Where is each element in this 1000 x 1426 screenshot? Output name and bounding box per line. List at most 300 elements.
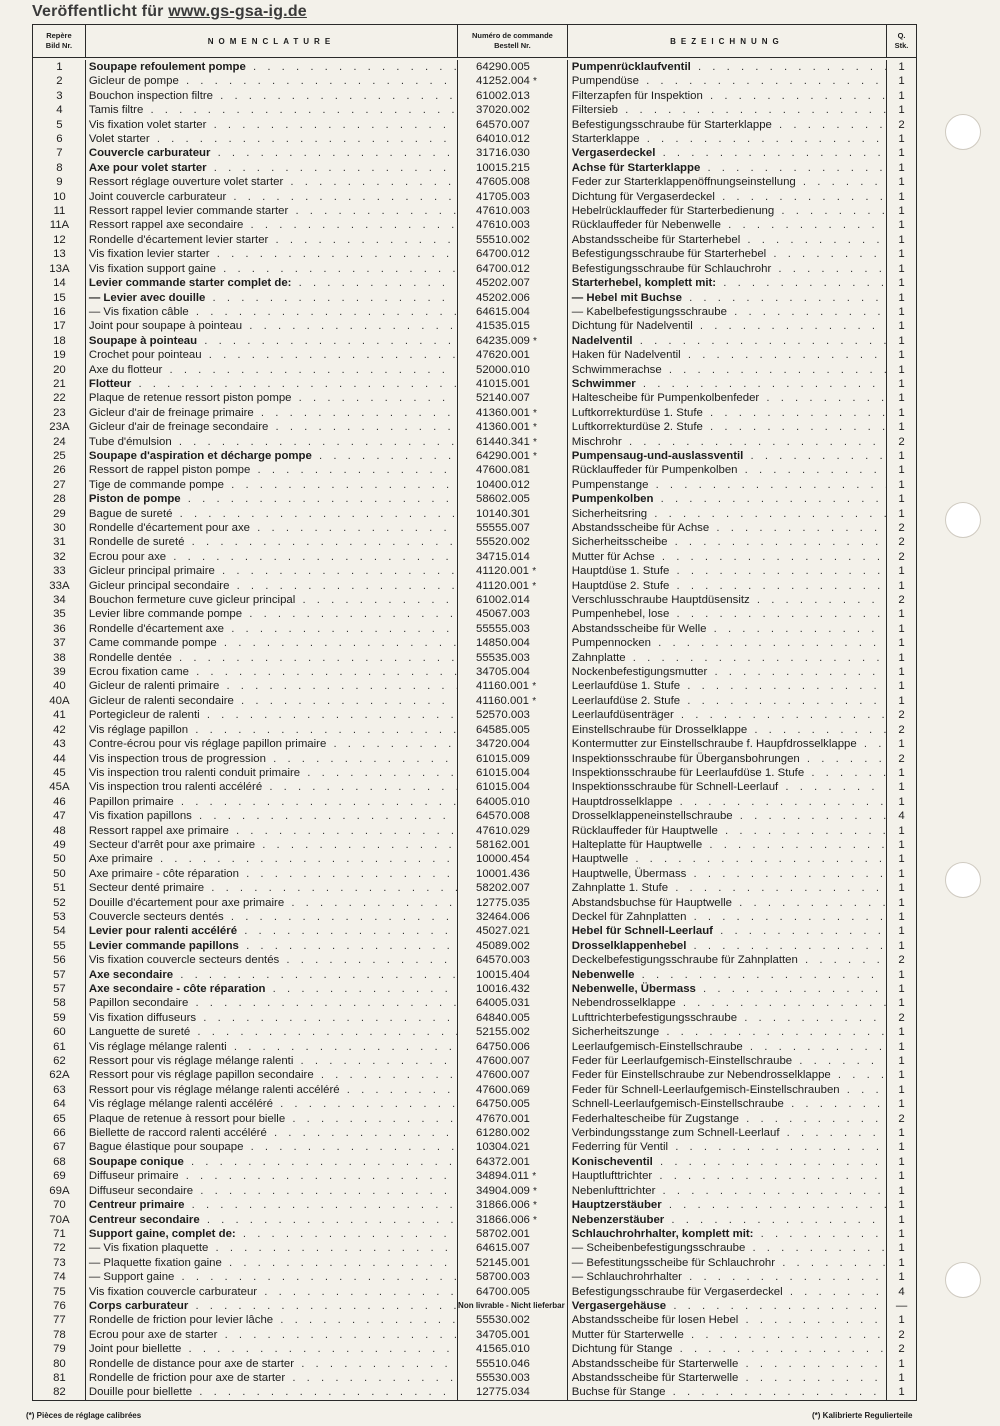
row-qty-text: 2 xyxy=(898,723,905,736)
row-ref xyxy=(33,636,86,650)
row-qty-text: 1 xyxy=(898,1256,905,1269)
row-nomenclature-text: Vis fixation couvercle secteurs dentés . . . xyxy=(89,954,458,966)
row-bezeichnung xyxy=(568,1097,887,1111)
row-qty-text: 1 xyxy=(898,219,905,232)
row-order-number-text: 41535.015 xyxy=(476,320,530,333)
row-bezeichnung-text: Deckelbefestigungsschraube für Zahnplatten . . . xyxy=(572,954,887,966)
row-nomenclature-text: Vis fixation levier starter . . . xyxy=(89,248,458,260)
row-nomenclature xyxy=(86,852,458,866)
row-bezeichnung xyxy=(568,1313,887,1327)
row-ref-text: 49 xyxy=(53,838,66,851)
row-qty xyxy=(887,1011,916,1025)
row-ref-text: 64 xyxy=(53,1098,66,1111)
row-bezeichnung-text: Vergasergehäuse . . . xyxy=(572,1300,887,1312)
row-bezeichnung xyxy=(568,1198,887,1212)
row-nomenclature-text: Gicleur principal primaire . . . xyxy=(89,565,458,577)
row-nomenclature xyxy=(86,651,458,665)
row-ref xyxy=(33,939,86,953)
row-nomenclature-text: Portegicleur de ralenti . . . xyxy=(89,709,458,721)
row-ref xyxy=(33,363,86,377)
row-nomenclature xyxy=(86,1357,458,1371)
row-nomenclature-text: Axe primaire . . . xyxy=(89,853,458,865)
table-row xyxy=(33,1357,916,1371)
row-order-number-text: 45202.006 xyxy=(476,291,530,304)
row-bezeichnung xyxy=(568,175,887,189)
row-bezeichnung-text: Kontermutter zur Einstellschraube f. Haupfdrosselklappe . . . xyxy=(572,738,887,750)
row-ref-text: 40A xyxy=(49,694,70,707)
row-ref xyxy=(33,218,86,232)
row-ref xyxy=(33,1155,86,1169)
row-order-number-text: 47620.001 xyxy=(476,349,530,362)
row-qty xyxy=(887,1126,916,1140)
table-row xyxy=(33,1313,916,1327)
row-order-number-text: 41160.001 xyxy=(476,680,530,693)
row-order-number xyxy=(458,305,568,319)
row-order-number-text: 12775.035 xyxy=(476,896,530,909)
row-bezeichnung-text: Abstandsscheibe für Welle . . . xyxy=(572,623,887,635)
row-ref-text: 58 xyxy=(53,997,66,1010)
row-ref xyxy=(33,1083,86,1097)
row-bezeichnung xyxy=(568,161,887,175)
row-order-number xyxy=(458,607,568,621)
row-ref-text: 13 xyxy=(53,248,66,261)
row-qty xyxy=(887,766,916,780)
row-bezeichnung-text: Schnell-Leerlaufgemisch-Einstellschraube . . . xyxy=(572,1098,887,1110)
row-nomenclature-text: Papillon primaire . . . xyxy=(89,796,458,808)
row-order-number xyxy=(458,175,568,189)
row-bezeichnung xyxy=(568,1040,887,1054)
row-qty-text: 1 xyxy=(898,781,905,794)
calibrated-mark: * xyxy=(533,76,537,88)
row-bezeichnung xyxy=(568,564,887,578)
row-ref-text: 3 xyxy=(56,89,63,102)
row-bezeichnung-text: Pumpenhebel, lose . . . xyxy=(572,608,887,620)
row-ref xyxy=(33,752,86,766)
row-bezeichnung-text: Leerlaufdüse 1. Stufe . . . xyxy=(572,680,887,692)
row-nomenclature xyxy=(86,708,458,722)
table-row xyxy=(33,60,916,74)
row-ref-text: 26 xyxy=(53,464,66,477)
table-row xyxy=(33,247,916,261)
row-qty-text: 1 xyxy=(898,75,905,88)
table-row xyxy=(33,636,916,650)
row-bezeichnung-text: Hauptlufttrichter . . . xyxy=(572,1170,887,1182)
row-qty xyxy=(887,953,916,967)
row-nomenclature-text: Ressort pour vis réglage mélange ralenti accéléré . . . xyxy=(89,1084,458,1096)
row-ref xyxy=(33,1068,86,1082)
row-qty xyxy=(887,824,916,838)
row-qty-text: 1 xyxy=(898,1242,905,1255)
row-qty xyxy=(887,334,916,348)
row-ref xyxy=(33,910,86,924)
parts-list-table xyxy=(32,24,917,1401)
table-row xyxy=(33,1155,916,1169)
calibrated-mark: * xyxy=(532,566,537,578)
row-order-number-text: 45202.007 xyxy=(476,277,530,290)
row-bezeichnung-text: Hauptwelle, Übermass . . . xyxy=(572,868,887,880)
row-bezeichnung-text: Abstandsscheibe für Starterwelle . . . xyxy=(572,1372,887,1384)
row-ref xyxy=(33,766,86,780)
row-qty-text: 1 xyxy=(898,1371,905,1384)
row-order-number-text: 64615.004 xyxy=(476,305,530,318)
row-ref xyxy=(33,896,86,910)
row-nomenclature xyxy=(86,175,458,189)
row-qty-text: 1 xyxy=(898,1227,905,1240)
row-qty xyxy=(887,665,916,679)
row-order-number-text: 55555.003 xyxy=(476,622,530,635)
table-row xyxy=(33,1025,916,1039)
row-nomenclature xyxy=(86,132,458,146)
row-nomenclature xyxy=(86,363,458,377)
table-row xyxy=(33,968,916,982)
row-nomenclature-text: Diffuseur primaire . . . xyxy=(89,1170,458,1182)
row-order-number xyxy=(458,809,568,823)
row-order-number xyxy=(458,824,568,838)
row-ref-text: 31 xyxy=(53,536,66,549)
row-qty xyxy=(887,363,916,377)
row-ref-text: 12 xyxy=(53,233,66,246)
row-bezeichnung-text: Hauptwelle . . . xyxy=(572,853,887,865)
table-row xyxy=(33,780,916,794)
row-bezeichnung-text: Befestigungsschraube für Starterhebel . . . xyxy=(572,248,887,260)
row-order-number-text: 64700.012 xyxy=(476,248,530,261)
row-order-number-text: 64372.001 xyxy=(476,1155,530,1168)
row-ref-text: 50 xyxy=(53,853,66,866)
row-ref-text: 34 xyxy=(53,594,66,607)
row-ref-text: 77 xyxy=(53,1314,66,1327)
row-qty-text: 1 xyxy=(898,925,905,938)
row-order-number-text: 58162.001 xyxy=(476,838,530,851)
row-nomenclature-text: Bague de sureté . . . xyxy=(89,508,458,520)
row-order-number-text: 55530.002 xyxy=(476,1314,530,1327)
row-nomenclature-text: Contre-écrou pour vis réglage papillon primaire . . . xyxy=(89,738,458,750)
row-ref-text: 13A xyxy=(49,262,70,275)
row-order-number xyxy=(458,1054,568,1068)
row-ref xyxy=(33,492,86,506)
row-ref-text: 80 xyxy=(53,1357,66,1370)
row-order-number-text: 10400.012 xyxy=(476,478,530,491)
row-order-number xyxy=(458,766,568,780)
row-nomenclature xyxy=(86,334,458,348)
row-nomenclature xyxy=(86,204,458,218)
row-ref-text: 51 xyxy=(53,882,66,895)
row-nomenclature-text: Ressort réglage ouverture volet starter . . . xyxy=(89,176,458,188)
row-bezeichnung xyxy=(568,1083,887,1097)
table-row xyxy=(33,1068,916,1082)
row-nomenclature xyxy=(86,953,458,967)
row-qty-text: 1 xyxy=(898,133,905,146)
row-bezeichnung xyxy=(568,766,887,780)
row-order-number xyxy=(458,420,568,434)
row-order-number-text: 47600.007 xyxy=(476,1069,530,1082)
row-order-number-text: 31866.006 xyxy=(476,1213,530,1226)
table-row xyxy=(33,348,916,362)
row-nomenclature-text: Plaque de retenue ressort piston pompe . . . xyxy=(89,392,458,404)
row-order-number xyxy=(458,1011,568,1025)
row-qty-text: 1 xyxy=(898,651,905,664)
table-row xyxy=(33,1140,916,1154)
row-nomenclature-text: Rondelle de friction pour levier lâche . . . xyxy=(89,1314,458,1326)
row-bezeichnung xyxy=(568,363,887,377)
row-order-number-text: 47605.008 xyxy=(476,176,530,189)
row-qty xyxy=(887,795,916,809)
row-nomenclature xyxy=(86,636,458,650)
table-row xyxy=(33,795,916,809)
row-qty xyxy=(887,1357,916,1371)
row-order-number xyxy=(458,1227,568,1241)
header-num-line2: Bestell Nr. xyxy=(494,41,531,50)
row-qty-text: 2 xyxy=(898,1112,905,1125)
row-ref xyxy=(33,564,86,578)
row-ref-text: 30 xyxy=(53,522,66,534)
row-order-number xyxy=(458,1184,568,1198)
row-ref xyxy=(33,478,86,492)
row-ref-text: 72 xyxy=(53,1242,66,1255)
row-ref-text: 2 xyxy=(56,75,63,88)
table-row xyxy=(33,103,916,117)
row-ref xyxy=(33,334,86,348)
row-ref xyxy=(33,319,86,333)
row-qty-text: 2 xyxy=(898,1328,905,1341)
row-nomenclature-text: — Vis fixation câble . . . xyxy=(89,306,458,318)
row-qty-text: 1 xyxy=(898,176,905,189)
row-ref-text: 28 xyxy=(53,493,66,506)
row-ref-text: 4 xyxy=(56,104,63,117)
row-ref xyxy=(33,1025,86,1039)
row-order-number xyxy=(458,838,568,852)
row-order-number xyxy=(458,622,568,636)
table-row xyxy=(33,89,916,103)
row-bezeichnung-text: Hauptdrosselklappe . . . xyxy=(572,796,887,808)
row-bezeichnung xyxy=(568,996,887,1010)
row-ref xyxy=(33,1227,86,1241)
row-ref xyxy=(33,1040,86,1054)
row-qty xyxy=(887,1112,916,1126)
row-order-number xyxy=(458,262,568,276)
row-nomenclature xyxy=(86,463,458,477)
row-nomenclature xyxy=(86,550,458,564)
row-qty-text: 1 xyxy=(898,910,905,923)
row-bezeichnung xyxy=(568,910,887,924)
row-ref xyxy=(33,1169,86,1183)
row-bezeichnung-text: Deckel für Zahnplatten . . . xyxy=(572,911,887,923)
row-nomenclature xyxy=(86,838,458,852)
row-qty xyxy=(887,1097,916,1111)
row-bezeichnung xyxy=(568,1227,887,1241)
row-order-number-text: 55535.003 xyxy=(476,651,530,664)
row-order-number-text: 47610.029 xyxy=(476,824,530,837)
row-nomenclature-text: Gicleur d'air de freinage secondaire . . . xyxy=(89,421,458,433)
row-qty-text: — xyxy=(895,1299,908,1312)
row-qty-text: 4 xyxy=(898,1285,905,1298)
row-order-number-text: 58602.005 xyxy=(476,493,530,506)
row-nomenclature xyxy=(86,262,458,276)
row-ref xyxy=(33,377,86,391)
row-ref-text: 79 xyxy=(53,1343,66,1356)
row-bezeichnung xyxy=(568,694,887,708)
row-order-number xyxy=(458,564,568,578)
row-nomenclature-text: Gicleur de ralenti secondaire . . . xyxy=(89,695,458,707)
row-qty xyxy=(887,507,916,521)
row-ref xyxy=(33,665,86,679)
row-order-number xyxy=(458,896,568,910)
row-bezeichnung xyxy=(568,737,887,751)
row-nomenclature xyxy=(86,233,458,247)
row-bezeichnung xyxy=(568,1126,887,1140)
row-qty-text: 1 xyxy=(898,997,905,1010)
row-nomenclature-text: Rondelle de friction pour axe de starter . . . xyxy=(89,1372,458,1384)
row-ref-text: 5 xyxy=(56,118,63,131)
row-ref xyxy=(33,1213,86,1227)
row-nomenclature xyxy=(86,867,458,881)
row-order-number-text: 41015.001 xyxy=(476,377,530,390)
row-order-number xyxy=(458,103,568,117)
header-qty-line1: Q. xyxy=(897,31,906,40)
table-row xyxy=(33,953,916,967)
row-order-number xyxy=(458,1025,568,1039)
row-bezeichnung-text: Haken für Nadelventil . . . xyxy=(572,349,887,361)
row-qty-text: 1 xyxy=(898,248,905,261)
watermark-url[interactable]: www.gs-gsa-ig.de xyxy=(168,3,307,20)
row-order-number-text: 52145.001 xyxy=(476,1256,530,1269)
row-nomenclature-text: Secteur d'arrêt pour axe primaire . . . xyxy=(89,839,458,851)
row-bezeichnung xyxy=(568,132,887,146)
row-order-number-text: 34720.004 xyxy=(476,738,530,751)
row-bezeichnung-text: Befestigungsschraube für Starterklappe . . . xyxy=(572,119,887,131)
row-nomenclature-text: Vis fixation volet starter . . . xyxy=(89,119,458,131)
row-nomenclature-text: Vis fixation couvercle carburateur . . . xyxy=(89,1286,458,1298)
row-ref-text: 7 xyxy=(56,147,63,160)
row-bezeichnung-text: Leerlaufdüse 2. Stufe . . . xyxy=(572,695,887,707)
row-nomenclature-text: Ecrou pour axe . . . xyxy=(89,551,458,563)
row-ref-text: 57 xyxy=(53,983,66,995)
row-bezeichnung-text: Hauptzerstäuber . . . xyxy=(572,1199,887,1211)
row-nomenclature-text: Piston de pompe . . . xyxy=(89,493,458,505)
row-qty-text: 2 xyxy=(898,522,905,534)
row-qty-text: 1 xyxy=(898,939,905,952)
row-bezeichnung-text: Mischrohr . . . xyxy=(572,436,887,448)
row-qty xyxy=(887,564,916,578)
table-row xyxy=(33,824,916,838)
row-qty-text: 1 xyxy=(898,983,905,995)
row-bezeichnung xyxy=(568,391,887,405)
table-row xyxy=(33,1112,916,1126)
row-bezeichnung xyxy=(568,1140,887,1154)
row-nomenclature-text: Ecrou fixation came . . . xyxy=(89,666,458,678)
row-bezeichnung-text: Federhaltescheibe für Zugstange . . . xyxy=(572,1113,887,1125)
table-row xyxy=(33,593,916,607)
row-qty xyxy=(887,996,916,1010)
table-row xyxy=(33,1256,916,1270)
row-bezeichnung-text: Federring für Ventil . . . xyxy=(572,1141,887,1153)
row-nomenclature xyxy=(86,89,458,103)
row-order-number xyxy=(458,1299,568,1313)
row-qty xyxy=(887,593,916,607)
row-nomenclature xyxy=(86,276,458,290)
row-bezeichnung-text: Nadelventil . . . xyxy=(572,335,887,347)
table-row xyxy=(33,1169,916,1183)
row-nomenclature xyxy=(86,1371,458,1385)
row-nomenclature-text: Levier pour ralenti accéléré . . . xyxy=(89,925,458,937)
row-qty xyxy=(887,1140,916,1154)
row-bezeichnung xyxy=(568,435,887,449)
row-ref xyxy=(33,535,86,549)
row-ref-text: 73 xyxy=(53,1256,66,1269)
row-nomenclature xyxy=(86,564,458,578)
table-row xyxy=(33,1040,916,1054)
row-bezeichnung xyxy=(568,982,887,996)
row-nomenclature xyxy=(86,1054,458,1068)
row-nomenclature-text: — Plaquette fixation gaine . . . xyxy=(89,1257,458,1269)
row-order-number-text: 45027.021 xyxy=(476,925,530,938)
row-qty-text: 2 xyxy=(898,435,905,448)
row-qty-text: 1 xyxy=(898,449,905,462)
row-ref-text: 45 xyxy=(53,766,66,779)
row-bezeichnung-text: Abstandsscheibe für Achse . . . xyxy=(572,522,887,534)
row-ref-text: 25 xyxy=(53,449,66,462)
row-qty-text: 1 xyxy=(898,1213,905,1226)
table-row xyxy=(33,262,916,276)
row-ref xyxy=(33,1126,86,1140)
calibrated-mark: * xyxy=(533,1214,537,1226)
row-order-number xyxy=(458,1140,568,1154)
row-bezeichnung xyxy=(568,291,887,305)
row-bezeichnung xyxy=(568,276,887,290)
row-nomenclature-text: Centreur secondaire . . . xyxy=(89,1214,458,1226)
table-row xyxy=(33,1299,916,1313)
row-ref xyxy=(33,1328,86,1342)
row-order-number xyxy=(458,795,568,809)
row-ref-text: 23 xyxy=(53,406,66,419)
row-nomenclature xyxy=(86,218,458,232)
row-order-number-text: 64005.010 xyxy=(476,795,530,808)
row-nomenclature-text: Levier libre commande pompe . . . xyxy=(89,608,458,620)
punch-hole xyxy=(945,502,981,538)
row-nomenclature xyxy=(86,1213,458,1227)
row-nomenclature-text: Rondelle dentée . . . xyxy=(89,652,458,664)
row-order-number-text: 64750.006 xyxy=(476,1040,530,1053)
row-ref xyxy=(33,449,86,463)
row-order-number xyxy=(458,1342,568,1356)
table-row xyxy=(33,809,916,823)
row-order-number-text: 52155.002 xyxy=(476,1026,530,1039)
row-ref xyxy=(33,924,86,938)
row-ref-text: 9 xyxy=(56,176,63,189)
table-row xyxy=(33,132,916,146)
row-bezeichnung xyxy=(568,319,887,333)
row-qty xyxy=(887,1256,916,1270)
row-ref-text: 50 xyxy=(53,867,66,880)
row-nomenclature-text: Gicleur principal secondaire . . . xyxy=(89,580,458,592)
row-bezeichnung-text: Nebenwelle . . . xyxy=(572,969,887,981)
row-bezeichnung xyxy=(568,233,887,247)
row-nomenclature-text: Vis fixation papillons . . . xyxy=(89,810,458,822)
row-order-number-text: 41160.001 xyxy=(476,694,530,707)
table-row xyxy=(33,1054,916,1068)
row-order-number-text: 47600.081 xyxy=(476,464,530,477)
calibrated-mark: * xyxy=(533,1200,537,1212)
row-order-number-text: 32464.006 xyxy=(476,910,530,923)
table-row xyxy=(33,319,916,333)
table-row xyxy=(33,1097,916,1111)
row-order-number xyxy=(458,1097,568,1111)
row-order-number-text: 10015.215 xyxy=(476,161,530,174)
row-ref xyxy=(33,420,86,434)
row-bezeichnung-text: Filterzapfen für Inspektion . . . xyxy=(572,90,887,102)
row-qty xyxy=(887,867,916,881)
table-row xyxy=(33,996,916,1010)
table-row xyxy=(33,766,916,780)
